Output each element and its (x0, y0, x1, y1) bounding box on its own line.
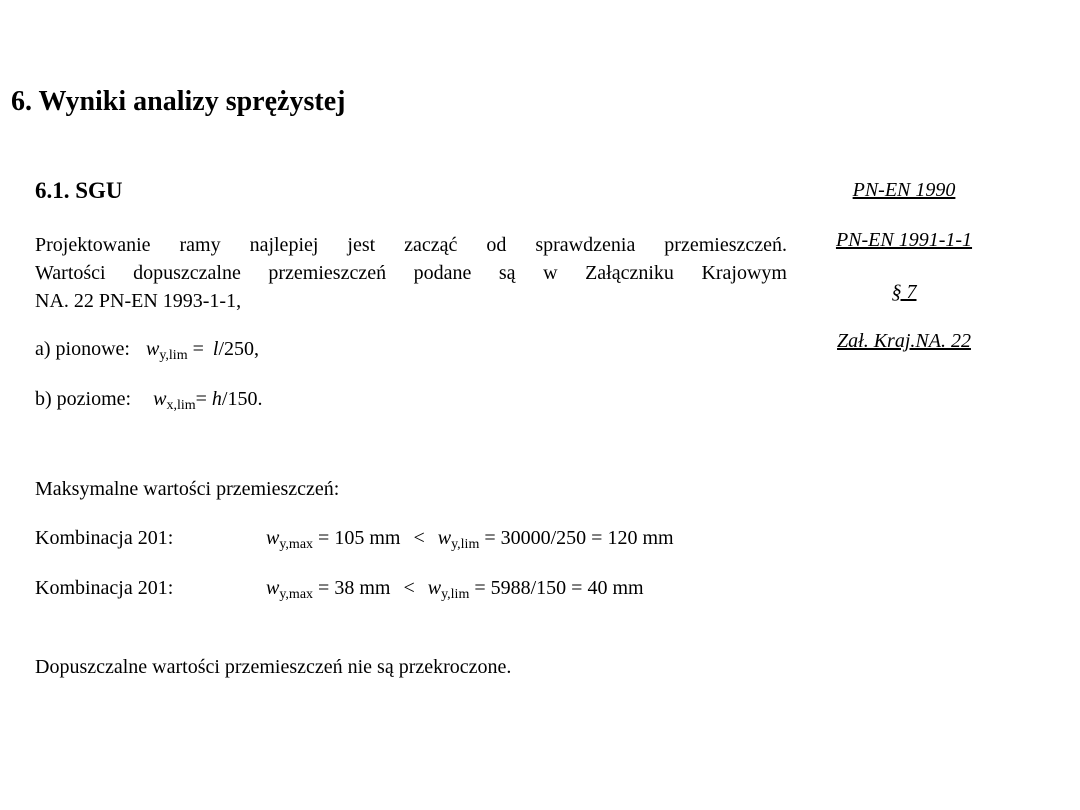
combo-operator: < (403, 577, 415, 599)
limit-divisor: /150. (221, 388, 263, 410)
limit-variable: l (212, 338, 219, 360)
combo-subscript: y,lim (441, 587, 470, 602)
limit-equals: = (192, 338, 204, 360)
limit-label: a) pionowe: (35, 338, 130, 360)
combo-symbol: w (427, 577, 442, 599)
combo-check (266, 527, 674, 553)
intro-paragraph (35, 231, 787, 315)
limit-vertical (35, 338, 259, 364)
limit-symbol: w (145, 338, 160, 360)
combo-check (266, 577, 644, 603)
combo-subscript: y,lim (451, 537, 480, 552)
limit-label: b) poziome: (35, 388, 132, 410)
combo-symbol: w (266, 527, 280, 549)
combo-limit-value: = 5988/150 = 40 mm (474, 577, 644, 599)
combo-limit-value: = 30000/250 = 120 mm (484, 527, 674, 549)
limit-equals: = (195, 388, 207, 410)
section-title: 6.1. SGU (35, 178, 123, 203)
intro-line: Projektowanie ramy najlepiej jest zacząć od sprawdzenia przemieszczeń. (35, 234, 787, 256)
combo-symbol: w (266, 577, 280, 599)
max-displacement-heading: Maksymalne wartości przemieszczeń: (35, 478, 340, 500)
intro-line: Wartości dopuszczalne przemieszczeń podane są w Załączniku Krajowym (35, 262, 787, 284)
page-heading: 6. Wyniki analizy sprężystej (11, 86, 346, 117)
combo-subscript: y,max (279, 537, 314, 552)
limit-subscript: y,lim (159, 348, 188, 363)
reference-standard: PN-EN 1990 (852, 179, 956, 201)
combo-symbol: w (437, 527, 452, 549)
combo-operator: < (413, 527, 425, 549)
intro-line: NA. 22 PN-EN 1993-1-1, (35, 290, 242, 312)
combo-value: = 105 mm (318, 527, 401, 549)
combo-value: = 38 mm (318, 577, 391, 599)
reference-annex: Zał. Kraj.NA. 22 (837, 330, 971, 352)
combo-subscript: y,max (279, 587, 314, 602)
combo-label: Kombinacja 201: (35, 577, 174, 599)
reference-standard: PN-EN 1991-1-1 (835, 229, 973, 251)
limit-subscript: x,lim (166, 398, 196, 413)
limit-symbol: w (153, 388, 167, 410)
limit-horizontal (35, 388, 262, 414)
reference-section: § 7 (891, 281, 917, 303)
limit-divisor: /250, (218, 338, 259, 360)
conclusion: Dopuszczalne wartości przemieszczeń nie są przekroczone. (35, 656, 512, 678)
combo-label: Kombinacja 201: (35, 527, 174, 549)
limit-variable: h (211, 388, 222, 410)
